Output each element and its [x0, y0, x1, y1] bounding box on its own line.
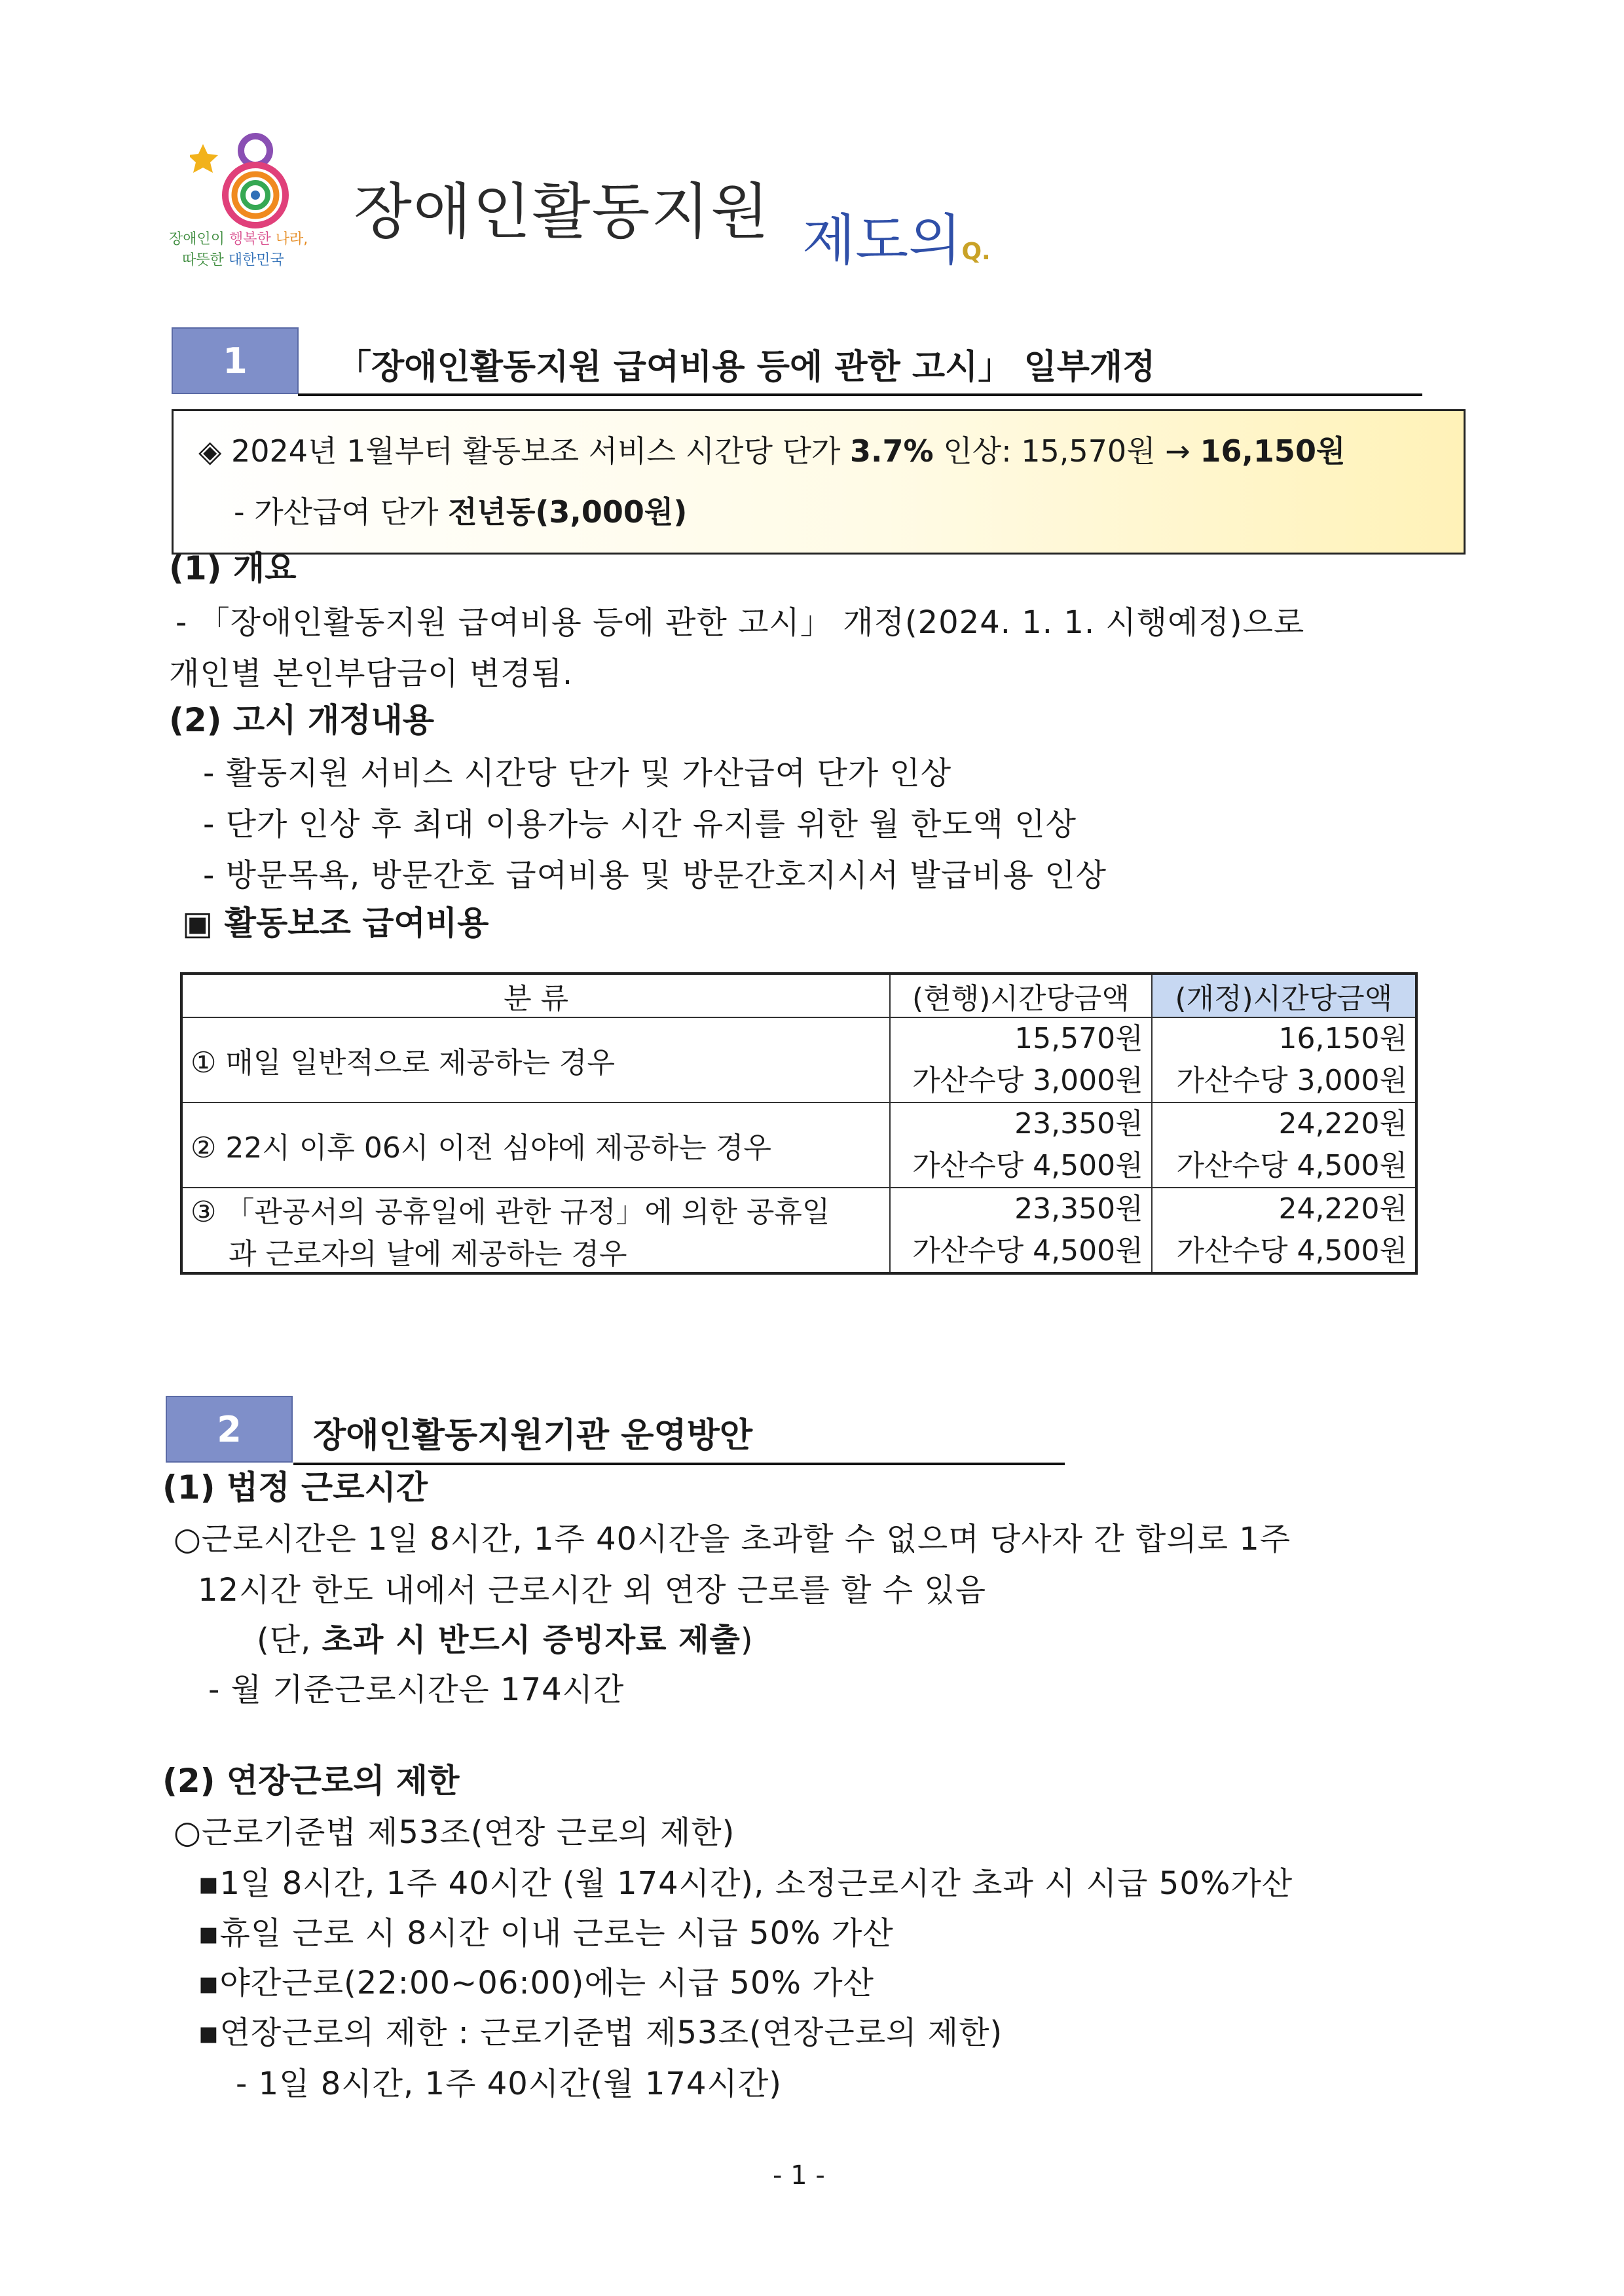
highlight-box [172, 409, 1466, 555]
rate-table [180, 972, 1418, 1275]
column-header: (개정)시간당금액 [1152, 974, 1416, 1017]
logo-icon [190, 124, 308, 236]
category-cell: ① 매일 일반적으로 제공하는 경우 [181, 1017, 890, 1102]
category-cell: ② 22시 이후 06시 이전 심야에 제공하는 경우 [181, 1102, 890, 1188]
logo-caption [169, 229, 308, 271]
category-line: 과 근로자의 날에 제공하는 경우 [229, 1237, 627, 1271]
overtime-item: ▪휴일 근로 시 8시간 이내 근로는 시급 50% 가산 [198, 1915, 894, 1952]
note-text: 초과 시 반드시 증빙자료 제출 [322, 1622, 741, 1658]
legal-hours-heading: (1) 법정 근로시간 [162, 1468, 428, 1506]
page-number: - 1 - [773, 2160, 825, 2191]
logo-caption-text: 대한민국 [228, 252, 284, 268]
note-text: ) [740, 1622, 754, 1658]
extra-value: 가산수당 4,500원 [912, 1149, 1143, 1182]
subtitle-text: 제도의 [802, 208, 962, 272]
legal-hours-text: ○근로시간은 1일 8시간, 1주 40시간을 초과할 수 없으며 당사자 간 합의로 1주 [174, 1521, 1291, 1558]
rate-value: 15,570원 [1014, 1022, 1143, 1055]
overtime-sub-item: - 1일 8시간, 1주 40시간(월 174시간) [236, 2066, 782, 2102]
current-rate-cell [890, 1102, 1151, 1188]
highlight-line [198, 428, 1345, 471]
overtime-item: ▪야간근로(22:00~06:00)에는 시급 50% 가산 [198, 1965, 875, 2001]
table-row [181, 1102, 1416, 1188]
overview-text: 개인별 본인부담금이 변경됨. [169, 655, 574, 692]
overtime-intro: ○근로기준법 제53조(연장 근로의 제한) [174, 1814, 735, 1851]
overview-heading: (1) 개요 [169, 549, 297, 587]
extra-value: 가산수당 3,000원 [912, 1064, 1143, 1097]
new-rate-cell [1152, 1017, 1416, 1102]
highlight-text: - 가산급여 단가 [234, 494, 439, 530]
new-rate-cell [1152, 1188, 1416, 1273]
overview-text: - 「장애인활동지원 급여비용 등에 관한 고시」 개정(2024. 1. 1. 시행예정)으로 [175, 604, 1305, 641]
section-title: 「장애인활동지원 급여비용 등에 관한 고시」 일부개정 [337, 348, 1156, 387]
section-rule [298, 393, 1422, 396]
highlight-text: 3.7% [850, 433, 934, 469]
highlight-line [234, 488, 687, 532]
logo-caption-text: 행복한 [229, 231, 271, 247]
change-item: - 단가 인상 후 최대 이용가능 시간 유지를 위한 월 한도액 인상 [203, 806, 1077, 843]
section-number: 1 [172, 327, 299, 394]
extra-value: 가산수당 4,500원 [912, 1234, 1143, 1267]
changes-heading: (2) 고시 개정내용 [169, 701, 435, 739]
legal-hours-text: - 월 기준근로시간은 174시간 [208, 1671, 625, 1708]
change-item: - 활동지원 서비스 시간당 단가 및 가산급여 단가 인상 [203, 755, 952, 792]
logo-caption-text: 나라, [275, 231, 308, 247]
logo-caption-text: 장애인이 [169, 231, 225, 247]
highlight-text: 인상: 15,570원 → [943, 433, 1190, 469]
overtime-heading: (2) 연장근로의 제한 [162, 1762, 460, 1800]
rate-value: 16,150원 [1278, 1022, 1407, 1055]
table-header-row [181, 974, 1416, 1017]
document-title: 장애인활동지원 [354, 177, 771, 247]
overtime-item: ▪연장근로의 제한 : 근로기준법 제53조(연장근로의 제한) [198, 2014, 1003, 2051]
highlight-text: 전년동(3,000원) [448, 494, 688, 530]
column-header: (현행)시간당금액 [890, 974, 1151, 1017]
table-heading: ▣ 활동보조 급여비용 [182, 904, 489, 942]
highlight-text: ◈ 2024년 1월부터 활동보조 서비스 시간당 단가 [198, 433, 841, 469]
change-item: - 방문목욕, 방문간호 급여비용 및 방문간호지시서 발급비용 인상 [203, 857, 1107, 894]
logo-caption-text: 따뜻한 [182, 252, 224, 268]
subtitle-mark: Q. [961, 238, 991, 265]
legal-hours-note [257, 1614, 754, 1660]
rate-value: 24,220원 [1278, 1192, 1407, 1226]
overtime-item: ▪1일 8시간, 1주 40시간 (월 174시간), 소정근로시간 초과 시 시급 50%가산 [198, 1865, 1293, 1902]
extra-value: 가산수당 4,500원 [1176, 1234, 1407, 1267]
extra-value: 가산수당 3,000원 [1176, 1064, 1407, 1097]
document-subtitle [802, 196, 991, 276]
column-header: 분 류 [181, 974, 890, 1017]
legal-hours-text: 12시간 한도 내에서 근로시간 외 연장 근로를 할 수 있음 [198, 1572, 987, 1609]
highlight-text: 16,150원 [1200, 433, 1346, 469]
note-text: (단, [257, 1622, 312, 1658]
section-number: 2 [166, 1396, 293, 1463]
new-rate-cell [1152, 1102, 1416, 1188]
extra-value: 가산수당 4,500원 [1176, 1149, 1407, 1182]
table-row [181, 1017, 1416, 1102]
table-row [181, 1188, 1416, 1273]
current-rate-cell [890, 1188, 1151, 1273]
current-rate-cell [890, 1017, 1151, 1102]
section-title: 장애인활동지원기관 운영방안 [313, 1416, 753, 1455]
rate-value: 23,350원 [1014, 1107, 1143, 1140]
category-line: ③ 「관공서의 공휴일에 관한 규정」에 의한 공휴일 [191, 1195, 830, 1229]
category-cell [181, 1188, 890, 1273]
rate-value: 23,350원 [1014, 1192, 1143, 1226]
rate-value: 24,220원 [1278, 1107, 1407, 1140]
